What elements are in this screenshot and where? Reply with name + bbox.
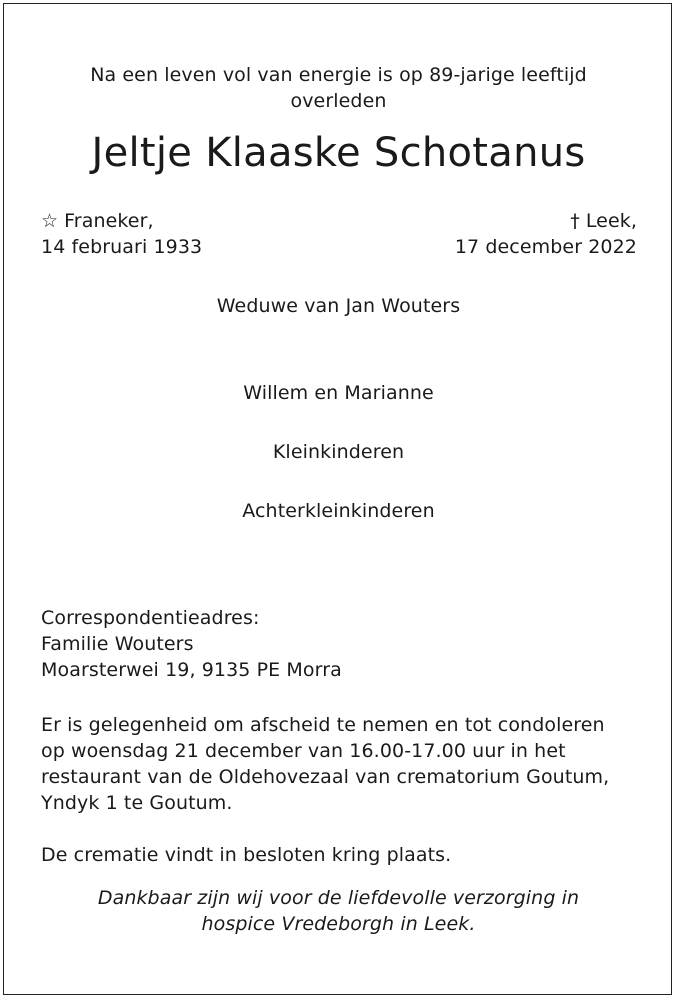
death-place: Leek, bbox=[585, 210, 637, 232]
death-info bbox=[455, 208, 637, 260]
condolence-line: Yndyk 1 te Goutum. bbox=[41, 792, 233, 814]
family-member: Achterkleinkinderen bbox=[242, 500, 435, 522]
deceased-name: Jeltje Klaaske Schotanus bbox=[91, 130, 586, 176]
correspondence-family: Familie Wouters bbox=[41, 633, 194, 655]
thanks-line-1: Dankbaar zijn wij voor de liefdevolle verzorging in bbox=[97, 887, 580, 909]
thanks-text bbox=[4, 885, 673, 937]
cremation-info: De crematie vindt in besloten kring plaats. bbox=[41, 844, 452, 866]
death-date: 17 december 2022 bbox=[454, 236, 637, 258]
thanks-line-2: hospice Vredeborgh in Leek. bbox=[201, 913, 476, 935]
family-member: Willem en Marianne bbox=[243, 382, 434, 404]
birth-place: Franeker, bbox=[64, 210, 154, 232]
correspondence-label: Correspondentieadres: bbox=[41, 607, 260, 629]
condolence-line: op woensdag 21 december van 16.00-17.00 uur in het bbox=[41, 740, 566, 762]
condolence-line: Er is gelegenheid om afscheid te nemen en tot condoleren bbox=[41, 714, 605, 736]
intro-text bbox=[4, 62, 673, 114]
cross-icon: † bbox=[570, 210, 580, 232]
family-member: Kleinkinderen bbox=[272, 441, 405, 463]
birth-date: 14 februari 1933 bbox=[41, 236, 203, 258]
correspondence-street: Moarsterwei 19, 9135 PE Morra bbox=[41, 659, 342, 681]
correspondence-address bbox=[41, 605, 342, 683]
intro-line-1: Na een leven vol van energie is op 89-jarige leeftijd bbox=[90, 64, 587, 86]
birth-info bbox=[41, 208, 202, 260]
condolence-info bbox=[41, 712, 651, 816]
obituary-card bbox=[3, 3, 672, 995]
intro-line-2: overleden bbox=[290, 90, 387, 112]
condolence-line: restaurant van de Oldehovezaal van crematorium Goutum, bbox=[41, 766, 610, 788]
star-icon: ☆ bbox=[41, 210, 59, 232]
widow-line: Weduwe van Jan Wouters bbox=[216, 295, 461, 317]
